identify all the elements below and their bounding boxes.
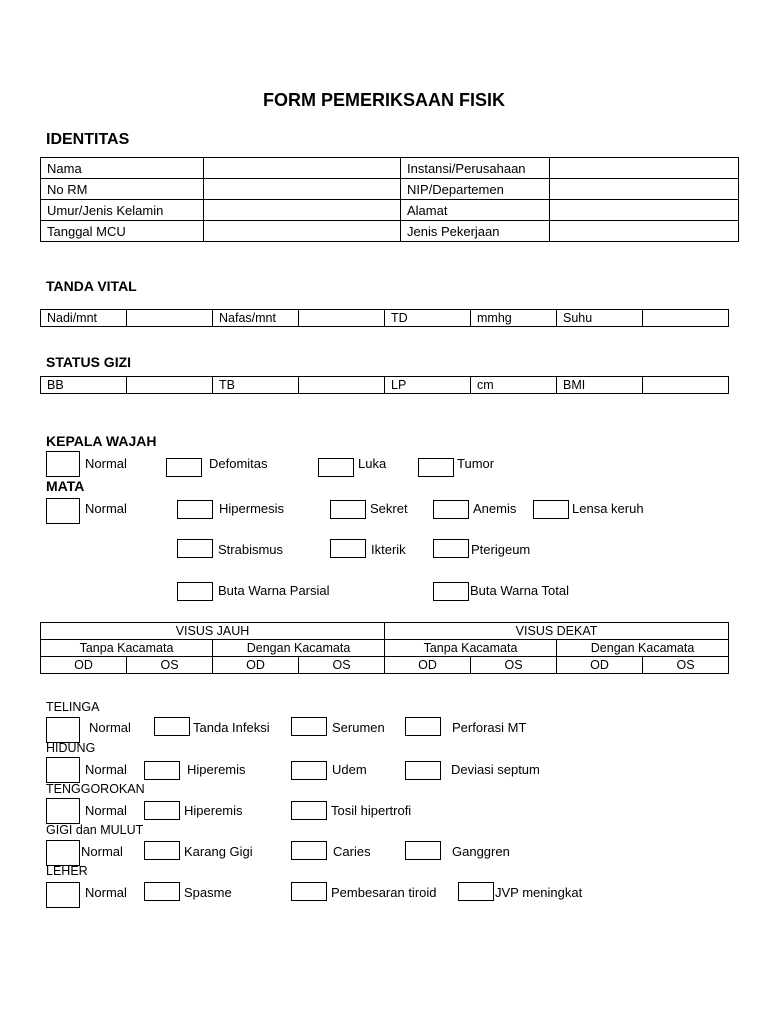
visus-eye-cell[interactable]: OD	[385, 657, 471, 674]
table-row	[41, 377, 729, 394]
table-row	[41, 158, 739, 179]
gizi-unit: cm	[471, 377, 557, 394]
option-label: Perforasi MT	[452, 720, 527, 735]
identitas-value[interactable]	[550, 200, 739, 221]
checkbox-telinga-serumen[interactable]	[291, 717, 327, 736]
tenggorokan-heading: TENGGOROKAN	[46, 782, 145, 796]
identitas-value[interactable]	[204, 158, 401, 179]
tanda-vital-heading: TANDA VITAL	[46, 278, 137, 294]
gizi-label: BMI	[557, 377, 643, 394]
option-label: Tumor	[457, 456, 495, 471]
checkbox-mata-hipermesis[interactable]	[177, 500, 213, 519]
option-label: Spasme	[184, 885, 232, 900]
table-row	[41, 623, 729, 640]
identitas-table	[40, 157, 739, 242]
visus-eye-cell[interactable]: OS	[299, 657, 385, 674]
checkbox-kepala-defomitas[interactable]	[166, 458, 202, 477]
checkbox-hidung-udem[interactable]	[291, 761, 327, 780]
leher-heading: LEHER	[46, 864, 88, 878]
checkbox-hidung-normal[interactable]	[46, 757, 80, 783]
identitas-label: Nama	[41, 158, 204, 179]
option-label: Hipermesis	[219, 501, 285, 516]
option-label: Ganggren	[452, 844, 510, 859]
identitas-value[interactable]	[550, 221, 739, 242]
option-label: Ikterik	[371, 542, 406, 557]
checkbox-hidung-hiperemis[interactable]	[144, 761, 180, 780]
option-label: Tanda Infeksi	[193, 720, 270, 735]
vital-label: TD	[385, 310, 471, 327]
option-label: Normal	[81, 844, 123, 859]
gizi-value[interactable]	[643, 377, 729, 394]
form-title: FORM PEMERIKSAAN FISIK	[262, 90, 505, 110]
option-label: Karang Gigi	[184, 844, 253, 859]
table-row	[41, 221, 739, 242]
visus-eye-cell[interactable]: OS	[471, 657, 557, 674]
checkbox-kepala-normal[interactable]	[46, 451, 80, 477]
hidung-heading: HIDUNG	[46, 741, 96, 755]
vital-value[interactable]	[299, 310, 385, 327]
checkbox-tenggorokan-hiperemis[interactable]	[144, 801, 180, 820]
checkbox-mata-lensa-keruh[interactable]	[533, 500, 569, 519]
vital-value[interactable]	[643, 310, 729, 327]
checkbox-mata-normal[interactable]	[46, 498, 80, 524]
identitas-value[interactable]	[550, 158, 739, 179]
checkbox-mata-pterigeum[interactable]	[433, 539, 469, 558]
vital-unit: mmhg	[471, 310, 557, 327]
identitas-value[interactable]	[204, 179, 401, 200]
visus-group-header: VISUS DEKAT	[385, 623, 729, 640]
checkbox-kepala-luka[interactable]	[318, 458, 354, 477]
option-label: Hiperemis	[187, 762, 246, 777]
visus-group-header: VISUS JAUH	[41, 623, 385, 640]
status-gizi-heading: STATUS GIZI	[46, 354, 132, 370]
checkbox-gigi-ganggren[interactable]	[405, 841, 441, 860]
identitas-value[interactable]	[550, 179, 739, 200]
gizi-label: BB	[41, 377, 127, 394]
identitas-label: Tanggal MCU	[41, 221, 204, 242]
checkbox-gigi-karang-gigi[interactable]	[144, 841, 180, 860]
option-label: Normal	[85, 803, 127, 818]
checkbox-gigi-caries[interactable]	[291, 841, 327, 860]
option-label: Normal	[85, 762, 127, 777]
checkbox-telinga-normal[interactable]	[46, 717, 80, 743]
table-row	[41, 310, 729, 327]
option-label: Udem	[332, 762, 367, 777]
checkbox-kepala-tumor[interactable]	[418, 458, 454, 477]
vital-value[interactable]	[127, 310, 213, 327]
vital-label: Suhu	[557, 310, 643, 327]
option-label: Buta Warna Total	[470, 583, 569, 598]
checkbox-mata-sekret[interactable]	[330, 500, 366, 519]
option-label: Strabismus	[218, 542, 284, 557]
identitas-heading: IDENTITAS	[46, 131, 130, 148]
option-label: Pembesaran tiroid	[331, 885, 437, 900]
option-label: Caries	[333, 844, 371, 859]
checkbox-leher-jvp-meningkat[interactable]	[458, 882, 494, 901]
option-label: Hiperemis	[184, 803, 243, 818]
checkbox-telinga-perforasi-mt[interactable]	[405, 717, 441, 736]
checkbox-mata-anemis[interactable]	[433, 500, 469, 519]
telinga-heading: TELINGA	[46, 700, 100, 714]
gizi-label: LP	[385, 377, 471, 394]
visus-eye-cell[interactable]: OD	[41, 657, 127, 674]
option-label: Normal	[89, 720, 131, 735]
kepala-wajah-heading: KEPALA WAJAH	[46, 433, 157, 449]
tanda-vital-table	[40, 309, 729, 327]
identitas-value[interactable]	[204, 221, 401, 242]
checkbox-tenggorokan-normal[interactable]	[46, 798, 80, 824]
checkbox-tenggorokan-tosil-hipertrofi[interactable]	[291, 801, 327, 820]
mata-heading: MATA	[46, 478, 85, 494]
checkbox-leher-pembesaran-tiroid[interactable]	[291, 882, 327, 901]
identitas-label: NIP/Departemen	[401, 179, 550, 200]
checkbox-mata-strabismus[interactable]	[177, 539, 213, 558]
status-gizi-table	[40, 376, 729, 394]
table-row	[41, 179, 739, 200]
identitas-label: No RM	[41, 179, 204, 200]
visus-subheader: Tanpa Kacamata	[385, 640, 557, 657]
visus-subheader: Dengan Kacamata	[213, 640, 385, 657]
table-row	[41, 200, 739, 221]
identitas-label: Alamat	[401, 200, 550, 221]
option-label: Anemis	[473, 501, 517, 516]
option-label: Deviasi septum	[451, 762, 540, 777]
vital-label: Nafas/mnt	[213, 310, 299, 327]
option-label: Serumen	[332, 720, 385, 735]
checkbox-mata-ikterik[interactable]	[330, 539, 366, 558]
checkbox-gigi-normal[interactable]	[46, 840, 80, 866]
option-label: Defomitas	[209, 456, 268, 471]
gizi-value[interactable]	[127, 377, 213, 394]
option-label: Normal	[85, 501, 127, 516]
identitas-value[interactable]	[204, 200, 401, 221]
table-row	[41, 640, 729, 657]
visus-eye-cell[interactable]: OS	[643, 657, 729, 674]
gizi-label: TB	[213, 377, 299, 394]
option-label: Normal	[85, 885, 127, 900]
checkbox-leher-spasme[interactable]	[144, 882, 180, 901]
option-label: Normal	[85, 456, 127, 471]
identitas-label: Instansi/Perusahaan	[401, 158, 550, 179]
visus-eye-cell[interactable]: OS	[127, 657, 213, 674]
option-label: Tosil hipertrofi	[331, 803, 412, 818]
identitas-label: Jenis Pekerjaan	[401, 221, 550, 242]
checkbox-leher-normal[interactable]	[46, 882, 80, 908]
option-label: Sekret	[370, 501, 408, 516]
option-label: JVP meningkat	[495, 885, 583, 900]
visus-subheader: Dengan Kacamata	[557, 640, 729, 657]
table-row	[41, 657, 729, 674]
identitas-label: Umur/Jenis Kelamin	[41, 200, 204, 221]
visus-eye-cell[interactable]: OD	[213, 657, 299, 674]
gigi-mulut-heading: GIGI dan MULUT	[46, 823, 144, 837]
gizi-value[interactable]	[299, 377, 385, 394]
checkbox-hidung-deviasi-septum[interactable]	[405, 761, 441, 780]
checkbox-mata-buta-warna-total[interactable]	[433, 582, 469, 601]
vital-label: Nadi/mnt	[41, 310, 127, 327]
checkbox-mata-buta-warna-parsial[interactable]	[177, 582, 213, 601]
option-label: Pterigeum	[471, 542, 531, 557]
visus-table	[40, 622, 729, 674]
checkbox-telinga-tanda-infeksi[interactable]	[154, 717, 190, 736]
option-label: Luka	[358, 456, 387, 471]
option-label: Buta Warna Parsial	[218, 583, 330, 598]
option-label: Lensa keruh	[572, 501, 644, 516]
visus-eye-cell[interactable]: OD	[557, 657, 643, 674]
visus-subheader: Tanpa Kacamata	[41, 640, 213, 657]
